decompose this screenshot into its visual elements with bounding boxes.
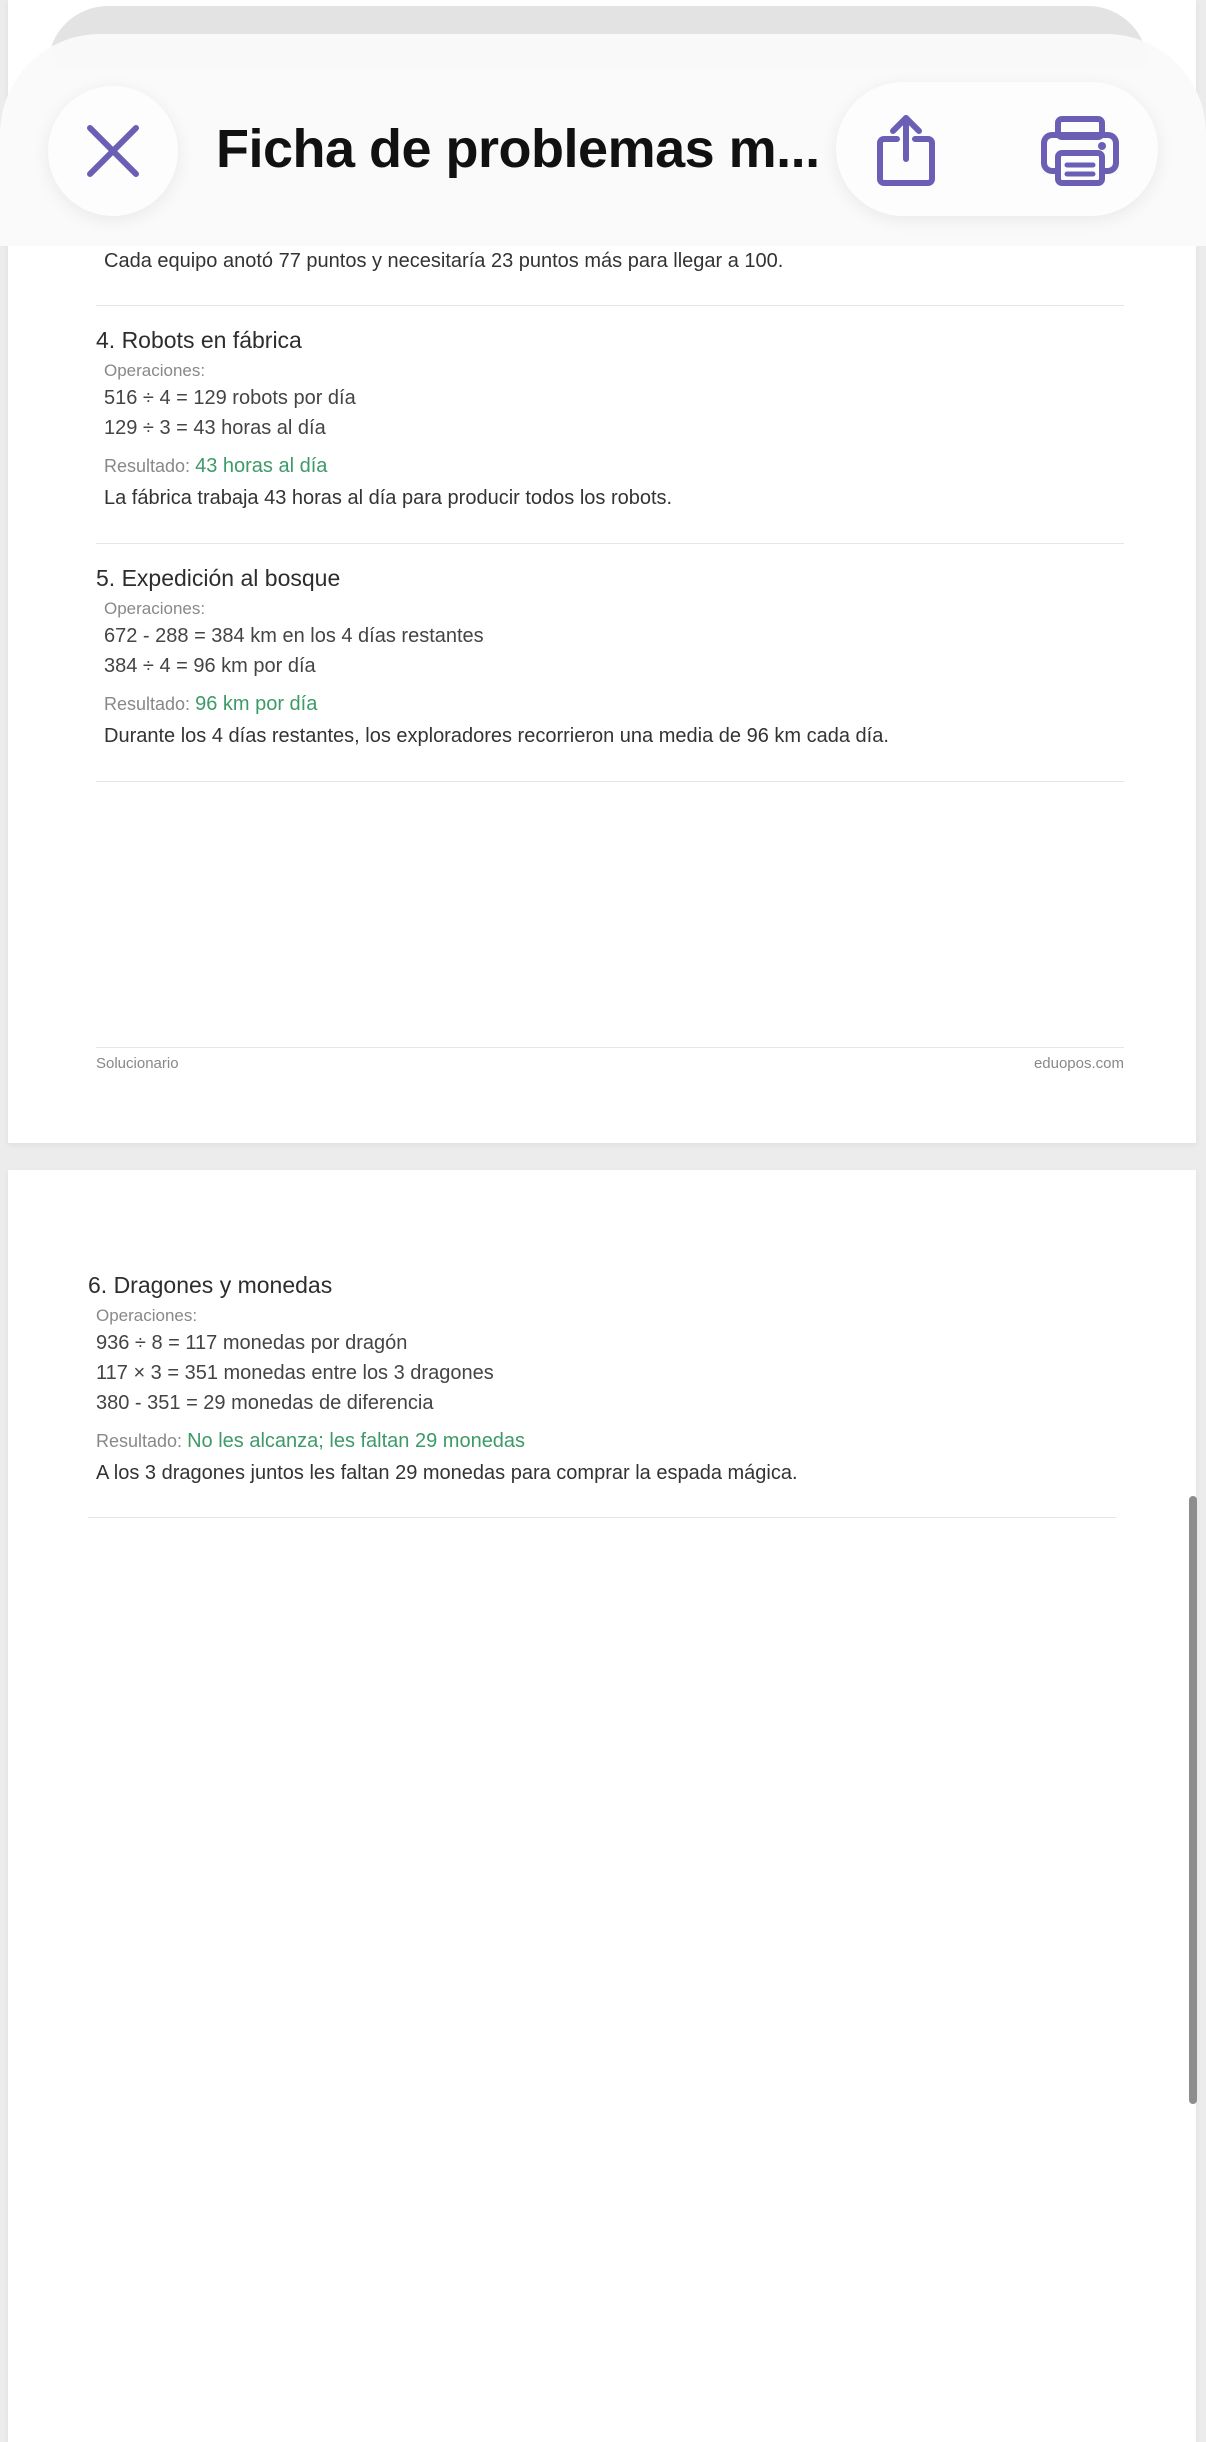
footer-site: eduopos.com bbox=[1033, 1055, 1124, 1072]
result-label: Resultado: bbox=[104, 456, 191, 476]
vertical-scrollbar[interactable] bbox=[1189, 1496, 1197, 2104]
footer-divider bbox=[96, 1047, 1124, 1048]
operation-line: 516 ÷ 4 = 129 robots por día bbox=[104, 387, 356, 409]
operations-label: Operaciones: bbox=[104, 361, 206, 380]
operation-line: 129 ÷ 3 = 43 horas al día bbox=[104, 417, 326, 439]
result-line bbox=[96, 1428, 1116, 1454]
problem-4 bbox=[96, 325, 1124, 513]
problem-6 bbox=[88, 1270, 1116, 1488]
operation-line: 117 × 3 = 351 monedas entre los 3 dragones bbox=[96, 1362, 494, 1384]
problem-title: 4. Robots en fábrica bbox=[96, 327, 302, 353]
result-value: 96 km por día bbox=[195, 693, 318, 715]
problem-title: 6. Dragones y monedas bbox=[88, 1272, 333, 1298]
result-line bbox=[104, 453, 1124, 479]
printer-icon bbox=[1040, 115, 1120, 187]
result-value: 43 horas al día bbox=[195, 455, 328, 477]
problem-title: 5. Expedición al bosque bbox=[96, 565, 341, 591]
share-icon bbox=[876, 113, 936, 187]
divider bbox=[96, 543, 1124, 544]
problem-summary: Durante los 4 días restantes, los exploradores recorrieron una media de 96 km cada día. bbox=[104, 725, 889, 747]
problem-summary: A los 3 dragones juntos les faltan 29 monedas para comprar la espada mágica. bbox=[96, 1462, 798, 1484]
result-value: No les alcanza; les faltan 29 monedas bbox=[187, 1430, 526, 1452]
problem-5 bbox=[96, 563, 1124, 751]
action-group bbox=[836, 82, 1158, 216]
problem-3-summary: Cada equipo anotó 77 puntos y necesitaría 23 puntos más para llegar a 100. bbox=[104, 250, 784, 272]
operation-line: 672 - 288 = 384 km en los 4 días restantes bbox=[104, 625, 484, 647]
close-icon bbox=[86, 124, 140, 178]
divider bbox=[96, 781, 1124, 782]
print-button[interactable] bbox=[1026, 99, 1136, 199]
result-label: Resultado: bbox=[96, 1431, 183, 1451]
result-line bbox=[104, 691, 1124, 717]
footer-label: Solucionario bbox=[96, 1055, 179, 1072]
operation-line: 380 - 351 = 29 monedas de diferencia bbox=[96, 1392, 434, 1414]
problem-summary: La fábrica trabaja 43 horas al día para producir todos los robots. bbox=[104, 487, 673, 509]
operation-line: 384 ÷ 4 = 96 km por día bbox=[104, 655, 316, 677]
top-bar bbox=[0, 34, 1206, 246]
document-page-2 bbox=[8, 1170, 1196, 2442]
page-title: Ficha de problemas m... bbox=[216, 119, 820, 179]
divider bbox=[96, 305, 1124, 306]
close-button[interactable] bbox=[48, 86, 178, 216]
operation-line: 936 ÷ 8 = 117 monedas por dragón bbox=[96, 1332, 408, 1354]
result-label: Resultado: bbox=[104, 694, 191, 714]
divider bbox=[88, 1517, 1116, 1518]
operations-label: Operaciones: bbox=[104, 599, 206, 618]
operations-label: Operaciones: bbox=[96, 1306, 198, 1325]
share-button[interactable] bbox=[856, 99, 956, 199]
